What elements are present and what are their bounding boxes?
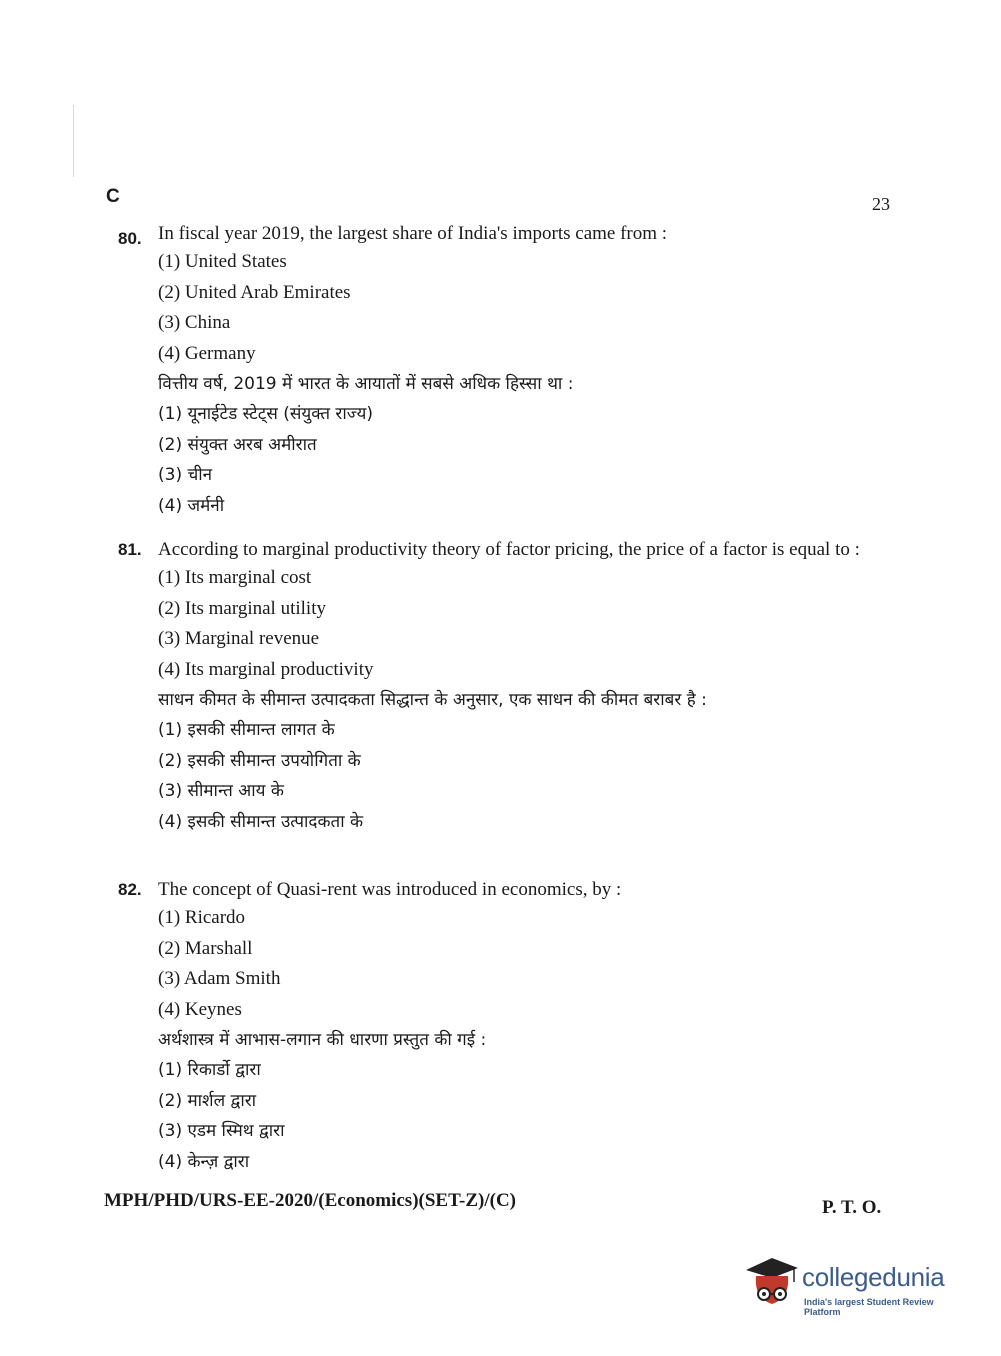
question-stem-hi: साधन कीमत के सीमान्त उत्पादकता सिद्धान्त के अनुसार, एक साधन की कीमत बराबर है :	[158, 690, 707, 710]
option-en-2: (2) Its marginal utility	[158, 597, 326, 619]
scan-margin-line	[73, 105, 74, 177]
option-en-4: (4) Keynes	[158, 998, 242, 1020]
page-number: 23	[872, 194, 890, 214]
question-stem-en: In fiscal year 2019, the largest share of India's imports came from :	[158, 223, 668, 244]
question-stem-en: The concept of Quasi-rent was introduced in economics, by :	[158, 879, 622, 900]
pto-label: P. T. O.	[822, 1197, 882, 1218]
question-number: 82.	[118, 880, 142, 899]
option-hi-4: (4) इसकी सीमान्त उत्पादकता के	[158, 811, 364, 832]
option-hi-3: (3) एडम स्मिथ द्वारा	[158, 1121, 285, 1141]
option-en-4: (4) Its marginal productivity	[158, 658, 374, 680]
option-hi-1: (1) रिकार्डो द्वारा	[158, 1060, 261, 1080]
brand-tagline: India's largest Student Review Platform	[804, 1297, 934, 1317]
option-hi-3: (3) सीमान्त आय के	[158, 781, 284, 801]
option-hi-3: (3) चीन	[158, 465, 213, 485]
option-hi-4: (4) जर्मनी	[158, 495, 225, 516]
option-hi-4: (4) केन्ज़ द्वारा	[158, 1151, 250, 1172]
option-en-3: (3) Adam Smith	[158, 968, 281, 989]
paper-code: MPH/PHD/URS-EE-2020/(Economics)(SET-Z)/(C)	[104, 1190, 517, 1211]
option-en-1: (1) Its marginal cost	[158, 567, 312, 588]
option-en-1: (1) Ricardo	[158, 907, 246, 928]
collegedunia-logo	[742, 1250, 972, 1320]
option-en-3: (3) Marginal revenue	[158, 628, 320, 649]
option-en-2: (2) United Arab Emirates	[158, 281, 351, 303]
option-en-4: (4) Germany	[158, 342, 256, 364]
mascot-icon	[742, 1254, 800, 1312]
option-en-3: (3) China	[158, 312, 231, 333]
question-81	[118, 536, 888, 837]
option-hi-2: (2) इसकी सीमान्त उपयोगिता के	[158, 750, 361, 771]
brand-name: collegedunia	[802, 1262, 945, 1292]
option-en-2: (2) Marshall	[158, 937, 253, 959]
question-number: 81.	[118, 540, 142, 559]
option-hi-2: (2) मार्शल द्वारा	[158, 1090, 257, 1111]
option-hi-1: (1) यूनाईटेड स्टेट्स (संयुक्त राज्य)	[158, 404, 374, 424]
question-82	[118, 876, 888, 1177]
question-stem-hi: वित्तीय वर्ष, 2019 में भारत के आयातों में सबसे अधिक हिस्सा था :	[158, 374, 574, 394]
option-hi-2: (2) संयुक्त अरब अमीरात	[158, 434, 317, 455]
option-hi-1: (1) इसकी सीमान्त लागत के	[158, 720, 335, 740]
question-stem-en: According to marginal productivity theory of factor pricing, the price of a factor is equal to :	[158, 539, 860, 560]
set-letter: C	[106, 186, 120, 207]
option-en-1: (1) United States	[158, 251, 287, 272]
question-number: 80.	[118, 229, 142, 248]
question-stem-hi: अर्थशास्त्र में आभास-लगान की धारणा प्रस्तुत की गई :	[158, 1030, 487, 1050]
question-80	[118, 220, 888, 521]
